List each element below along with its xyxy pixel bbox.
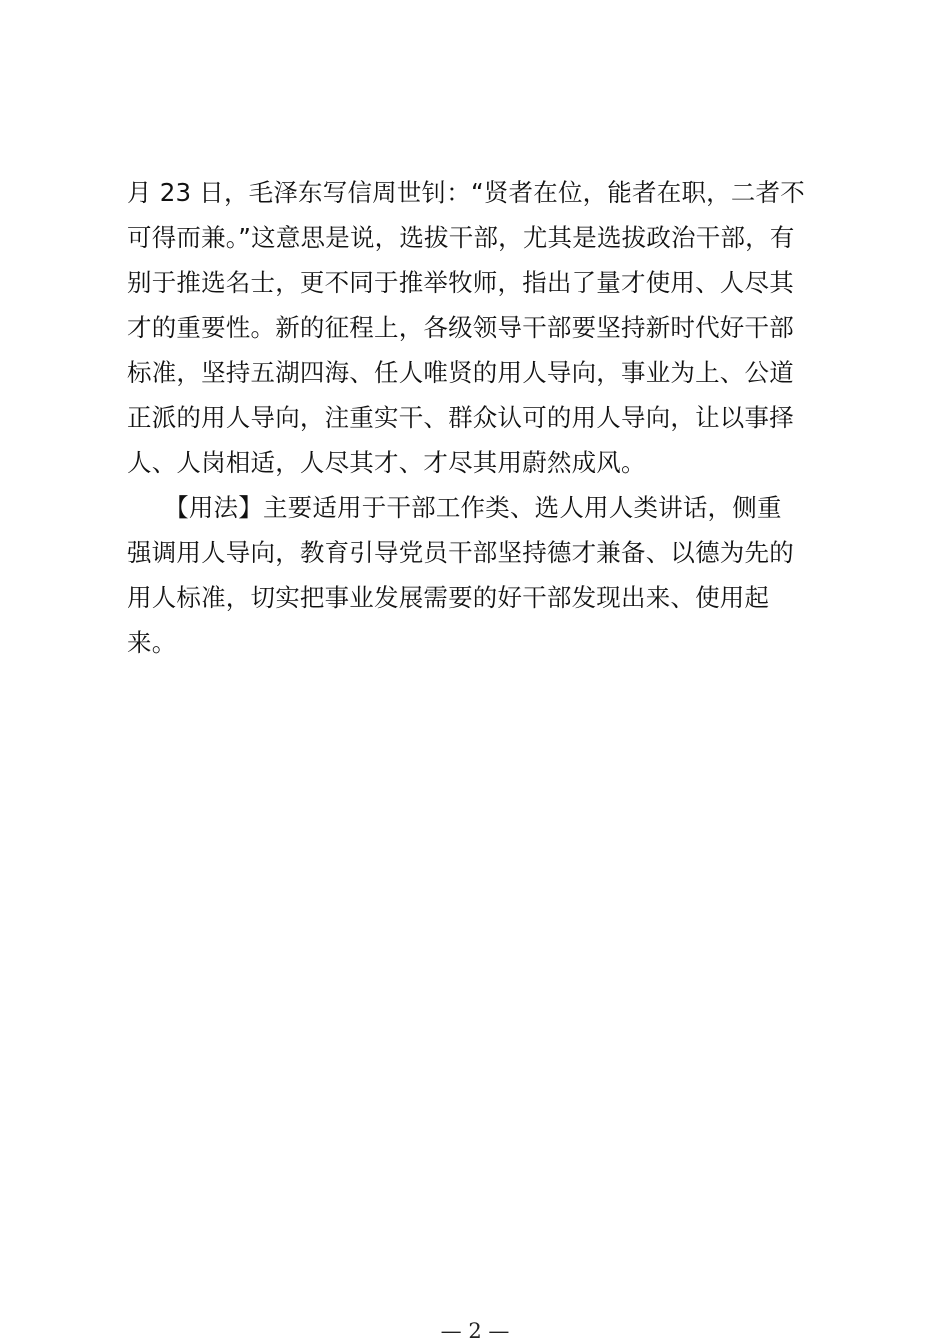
- body-text-line: 标准，坚持五湖四海、任人唯贤的用人导向，事业为上、公道: [127, 358, 794, 387]
- usage-paragraph-line: 来。: [127, 628, 177, 657]
- body-text-line: 月 23 日，毛泽东写信周世钊：“贤者在位，能者在职，二者不: [127, 178, 805, 207]
- body-text-line: 正派的用人导向，注重实干、群众认可的用人导向，让以事择: [127, 403, 794, 432]
- body-text-line: 人、人岗相适，人尽其才、才尽其用蔚然成风。: [127, 448, 646, 477]
- page-number: — 2 —: [440, 1319, 510, 1343]
- body-text-line: 可得而兼。”这意思是说，选拔干部，尤其是选拔政治干部，有: [127, 223, 795, 252]
- usage-paragraph-line: 强调用人导向，教育引导党员干部坚持德才兼备、以德为先的: [127, 538, 794, 567]
- body-text-line: 才的重要性。新的征程上，各级领导干部要坚持新时代好干部: [127, 313, 794, 342]
- body-text-line: 别于推选名士，更不同于推举牧师，指出了量才使用、人尽其: [127, 268, 794, 297]
- usage-paragraph-line: 【用法】主要适用于干部工作类、选人用人类讲话，侧重: [127, 493, 782, 522]
- usage-paragraph-line: 用人标准，切实把事业发展需要的好干部发现出来、使用起: [127, 583, 770, 612]
